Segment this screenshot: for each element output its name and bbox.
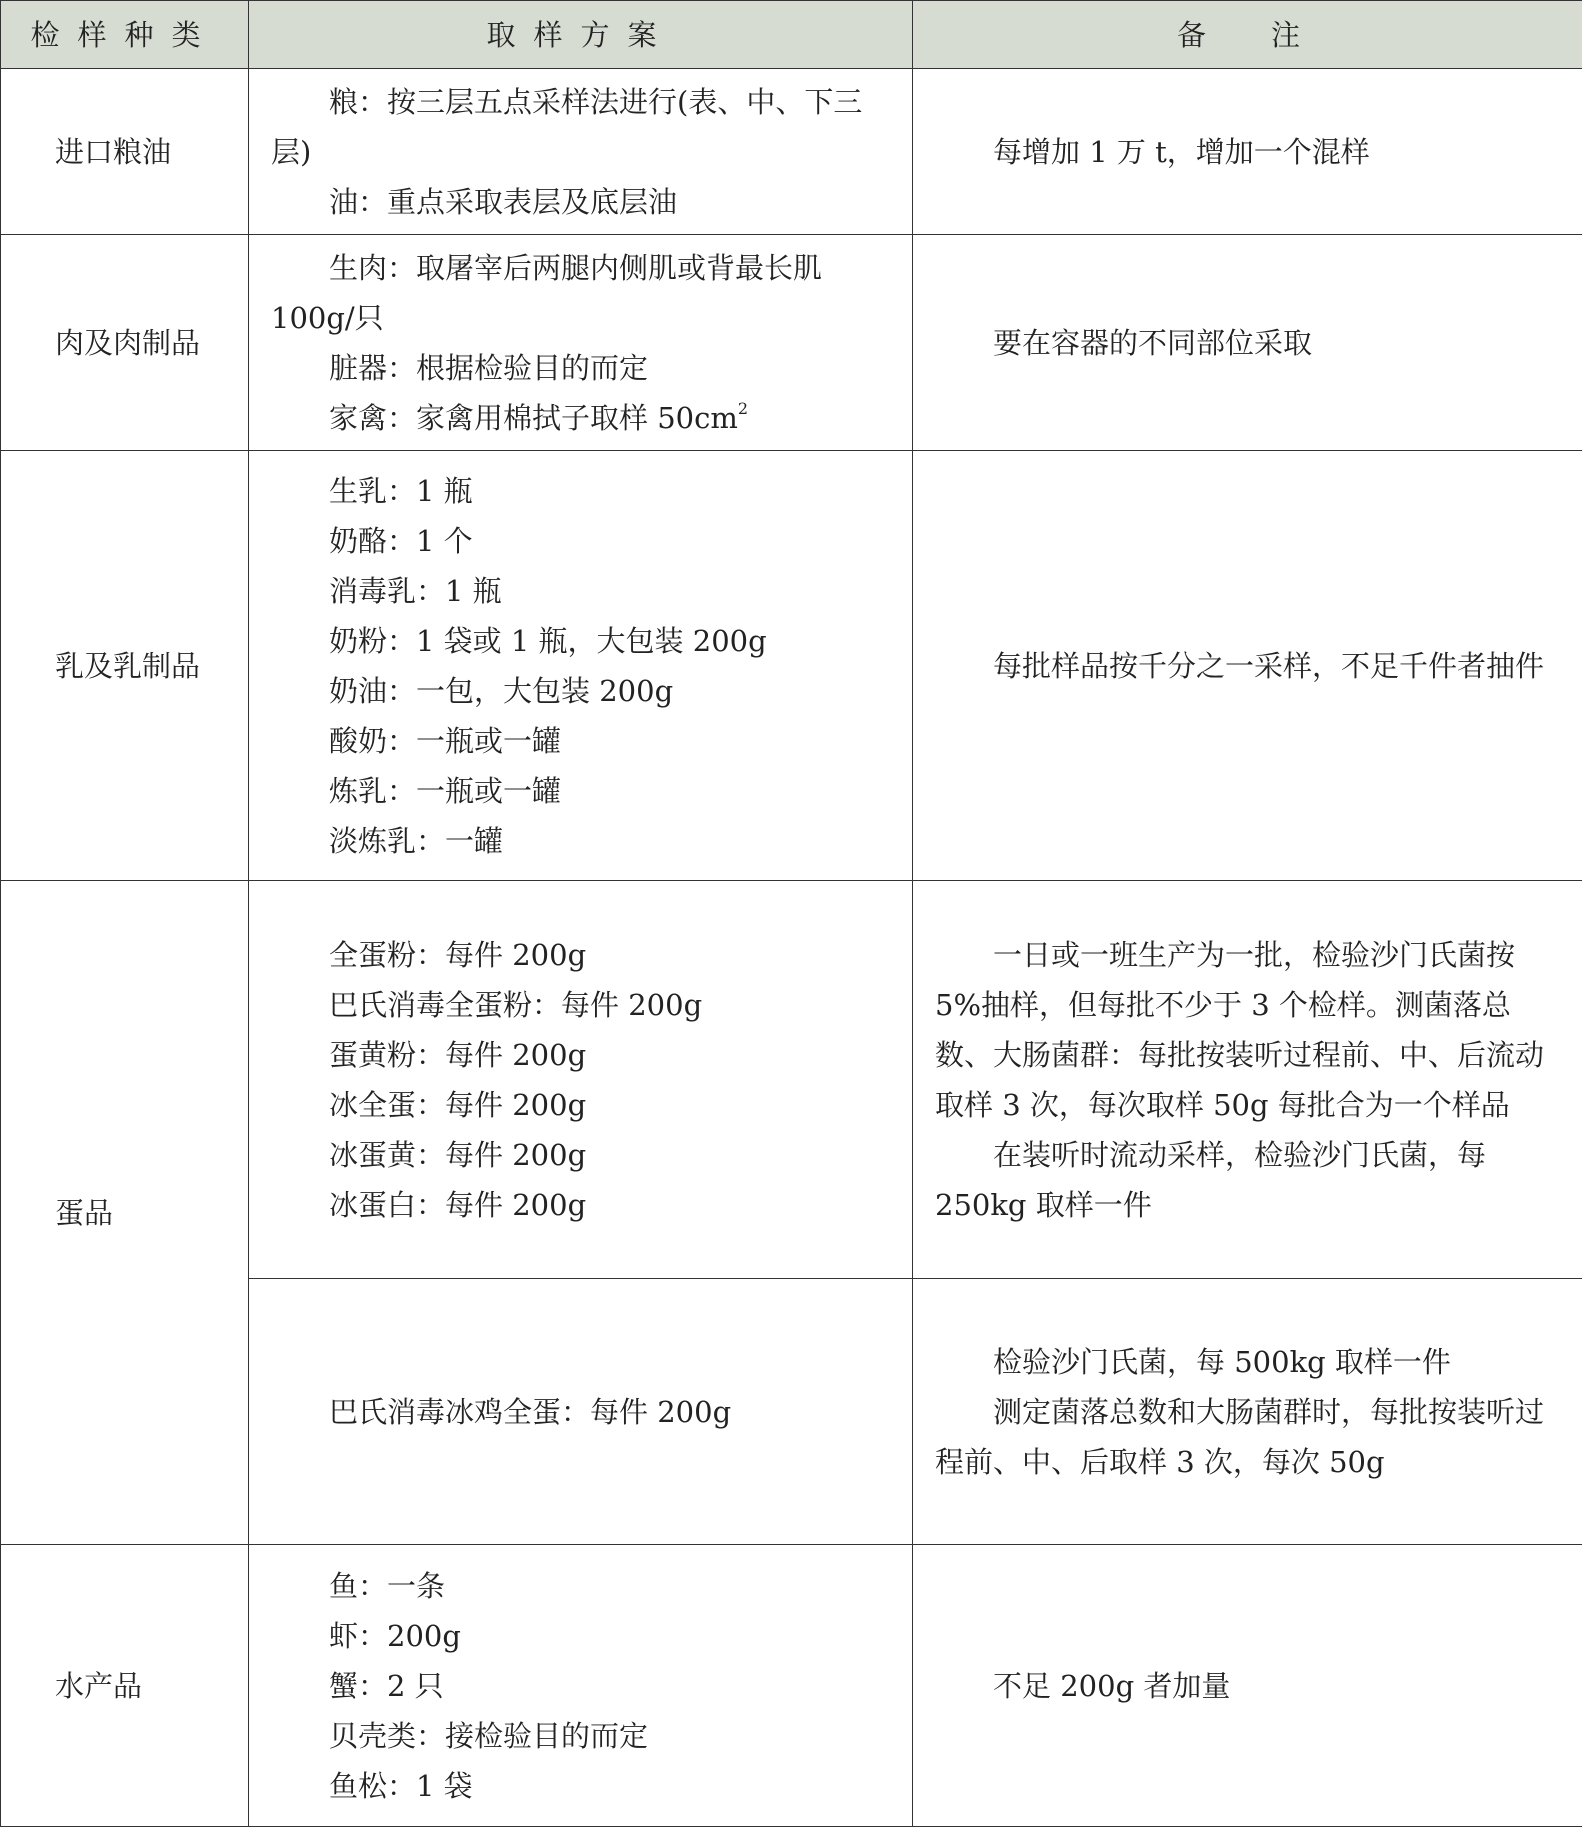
superscript: 2 — [738, 399, 748, 418]
table-row — [1, 881, 1582, 1279]
note-cell — [913, 1545, 1582, 1827]
category-cell: 蛋品 — [1, 881, 249, 1545]
note-paragraph: 不足 200g 者加量 — [935, 1661, 1560, 1711]
plan-line: 巴氏消毒冰鸡全蛋：每件 200g — [271, 1387, 890, 1437]
header-row — [1, 1, 1582, 69]
note-cell — [913, 451, 1582, 881]
plan-line: 蟹：2 只 — [271, 1661, 890, 1711]
plan-line: 消毒乳：1 瓶 — [271, 566, 890, 616]
plan-line — [271, 393, 890, 443]
table-row — [1, 235, 1582, 451]
header-category: 检样种类 — [1, 1, 249, 69]
plan-line: 贝壳类：接检验目的而定 — [271, 1711, 890, 1761]
plan-line: 巴氏消毒全蛋粉：每件 200g — [271, 980, 890, 1030]
plan-line: 脏器：根据检验目的而定 — [271, 343, 890, 393]
plan-line: 奶酪：1 个 — [271, 516, 890, 566]
plan-line: 奶粉：1 袋或 1 瓶，大包装 200g — [271, 616, 890, 666]
plan-line: 冰蛋黄：每件 200g — [271, 1130, 890, 1180]
note-cell — [913, 1279, 1582, 1545]
note-paragraph: 要在容器的不同部位采取 — [935, 318, 1560, 368]
header-note: 备 注 — [913, 1, 1582, 69]
table-row — [1, 451, 1582, 881]
plan-line: 100g/只 — [271, 293, 890, 343]
plan-cell — [249, 451, 913, 881]
note-cell — [913, 235, 1582, 451]
header-plan: 取样方案 — [249, 1, 913, 69]
plan-cell — [249, 1545, 913, 1827]
table-row — [1, 1545, 1582, 1827]
plan-line: 鱼：一条 — [271, 1561, 890, 1611]
plan-line: 鱼松：1 袋 — [271, 1761, 890, 1811]
plan-line: 粮：按三层五点采样法进行(表、中、下三 — [271, 77, 890, 127]
note-paragraph: 每增加 1 万 t，增加一个混样 — [935, 127, 1560, 177]
plan-line: 油：重点采取表层及底层油 — [271, 177, 890, 227]
plan-line: 淡炼乳：一罐 — [271, 816, 890, 866]
plan-line-text: 家禽：家禽用棉拭子取样 50cm — [329, 401, 738, 435]
plan-line: 冰全蛋：每件 200g — [271, 1080, 890, 1130]
note-paragraph: 测定菌落总数和大肠菌群时，每批按装听过程前、中、后取样 3 次，每次 50g — [935, 1387, 1560, 1487]
note-cell — [913, 69, 1582, 235]
plan-line: 炼乳：一瓶或一罐 — [271, 766, 890, 816]
plan-cell — [249, 69, 913, 235]
plan-cell — [249, 235, 913, 451]
category-cell: 肉及肉制品 — [1, 235, 249, 451]
plan-line: 奶油：一包，大包装 200g — [271, 666, 890, 716]
note-cell — [913, 881, 1582, 1279]
plan-cell — [249, 881, 913, 1279]
table-row — [1, 69, 1582, 235]
category-cell: 进口粮油 — [1, 69, 249, 235]
plan-line: 生肉：取屠宰后两腿内侧肌或背最长肌 — [271, 243, 890, 293]
note-paragraph: 检验沙门氏菌，每 500kg 取样一件 — [935, 1337, 1560, 1387]
note-paragraph: 每批样品按千分之一采样，不足千件者抽件 — [935, 641, 1560, 691]
note-paragraph: 在装听时流动采样，检验沙门氏菌，每 250kg 取样一件 — [935, 1130, 1560, 1230]
plan-line: 冰蛋白：每件 200g — [271, 1180, 890, 1230]
plan-line: 生乳：1 瓶 — [271, 466, 890, 516]
plan-cell — [249, 1279, 913, 1545]
plan-line: 虾：200g — [271, 1611, 890, 1661]
plan-line: 酸奶：一瓶或一罐 — [271, 716, 890, 766]
plan-line: 全蛋粉：每件 200g — [271, 930, 890, 980]
plan-line: 蛋黄粉：每件 200g — [271, 1030, 890, 1080]
plan-line: 层) — [271, 127, 890, 177]
category-cell: 乳及乳制品 — [1, 451, 249, 881]
category-cell: 水产品 — [1, 1545, 249, 1827]
note-paragraph: 一日或一班生产为一批，检验沙门氏菌按 5%抽样，但每批不少于 3 个检样。测菌落总数、大肠菌群：每批按装听过程前、中、后流动取样 3 次，每次取样 50g 每批合为一个样品 — [935, 930, 1560, 1130]
